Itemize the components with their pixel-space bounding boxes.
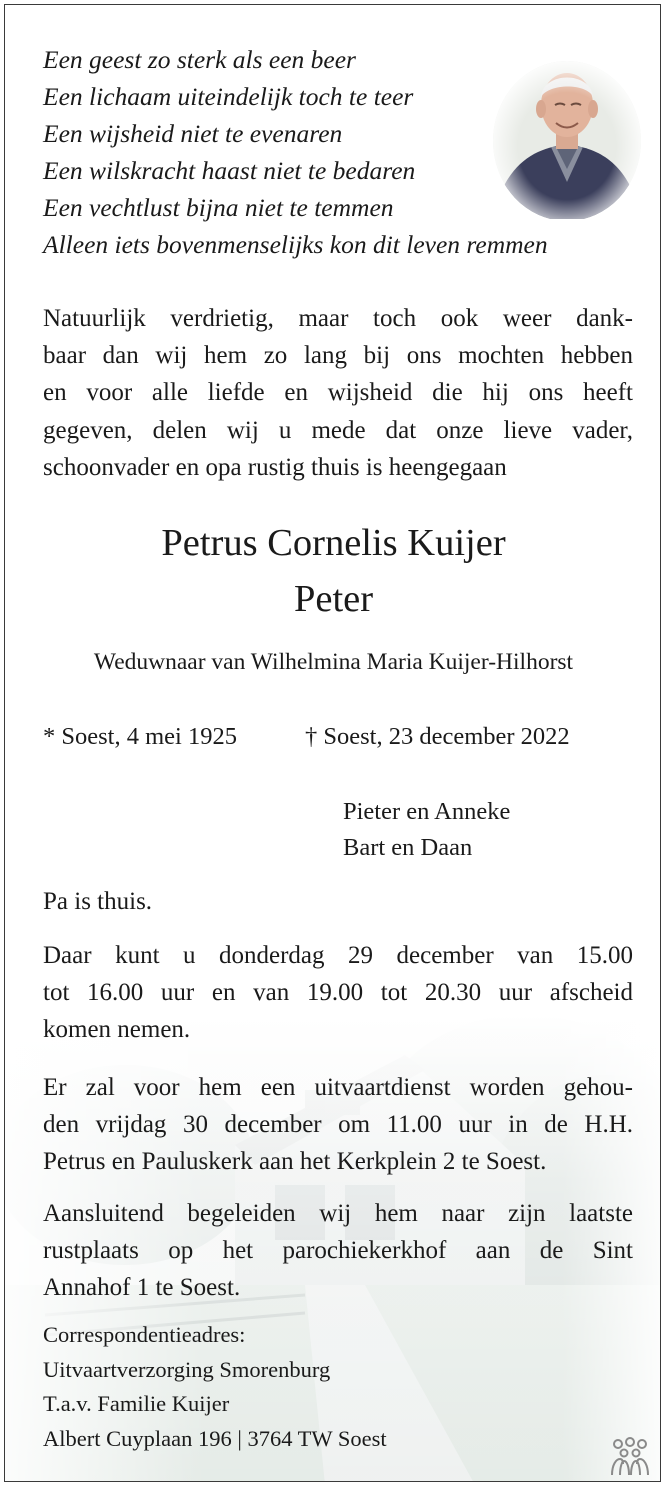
burial-line: Annahof 1 te Soest. bbox=[43, 1274, 241, 1302]
deceased-nickname: Peter bbox=[293, 578, 374, 620]
intro-line: schoonvader en opa rustig thuis is heengegaan bbox=[43, 453, 507, 481]
birth-date: * Soest, 4 mei 1925 bbox=[43, 723, 237, 750]
intro-line: en voor alle liefde en wijsheid die hij ons heeft bbox=[43, 379, 633, 407]
intro-paragraph bbox=[43, 300, 633, 486]
visit-line: Daar kunt u donderdag 29 december van 15.00 bbox=[43, 942, 633, 969]
contact-line: Uitvaartverzorging Smorenburg bbox=[43, 1356, 331, 1382]
service-line: Petrus en Pauluskerk aan het Kerkplein 2 te Soest. bbox=[43, 1148, 547, 1176]
poem bbox=[43, 41, 548, 263]
home-paragraph bbox=[43, 883, 633, 920]
widower-line: Weduwnaar van Wilhelmina Maria Kuijer-Hilhorst bbox=[93, 649, 574, 675]
death-date: † Soest, 23 december 2022 bbox=[305, 723, 570, 750]
poem-line: Een vechtlust bijna niet te temmen bbox=[43, 193, 394, 222]
service-paragraph bbox=[43, 1069, 633, 1181]
service-line: den vrijdag 30 december om 11.00 uur in de H.H. bbox=[43, 1111, 633, 1139]
home-line: Pa is thuis. bbox=[43, 888, 153, 915]
contact-line: Albert Cuyplaan 196 | 3764 TW Soest bbox=[43, 1425, 387, 1451]
portrait-photo bbox=[493, 57, 641, 219]
poem-line: Een wilskracht haast niet te bedaren bbox=[43, 156, 416, 185]
obituary-card bbox=[4, 4, 661, 1482]
poem-line: Een lichaam uiteindelijk toch te teer bbox=[43, 82, 414, 111]
poem-line: Een geest zo sterk als een beer bbox=[43, 45, 356, 74]
visit-line: komen nemen. bbox=[43, 1016, 191, 1044]
intro-line: Natuurlijk verdrietig, maar toch ook weer dank- bbox=[43, 305, 633, 332]
burial-line: Aansluitend begeleiden wij hem naar zijn laatste bbox=[43, 1200, 633, 1227]
deceased-full-name: Petrus Cornelis Kuijer bbox=[161, 522, 506, 564]
visit-paragraph bbox=[43, 937, 633, 1049]
family-figures-logo-icon bbox=[609, 1437, 651, 1477]
visit-line: tot 16.00 uur en van 19.00 tot 20.30 uur afscheid bbox=[43, 979, 633, 1007]
intro-line: gegeven, delen wij u mede dat onze lieve vader, bbox=[43, 416, 633, 444]
intro-line: baar dan wij hem zo lang bij ons mochten hebben bbox=[43, 342, 633, 370]
burial-paragraph bbox=[43, 1195, 633, 1307]
service-line: Er zal voor hem een uitvaartdienst worden gehou- bbox=[43, 1074, 633, 1101]
family-line: Pieter en Anneke bbox=[343, 798, 511, 825]
family-line: Bart en Daan bbox=[343, 834, 473, 861]
poem-line: Een wijsheid niet te evenaren bbox=[43, 119, 343, 148]
family-names bbox=[343, 794, 510, 866]
burial-line: rustplaats op het parochiekerkhof aan de Sint bbox=[43, 1237, 633, 1265]
poem-line: Alleen iets bovenmenselijks kon dit leven remmen bbox=[43, 230, 548, 259]
contact-line: T.a.v. Familie Kuijer bbox=[43, 1391, 230, 1416]
contact-address bbox=[43, 1318, 387, 1456]
contact-line: Correspondentieadres: bbox=[43, 1322, 246, 1347]
